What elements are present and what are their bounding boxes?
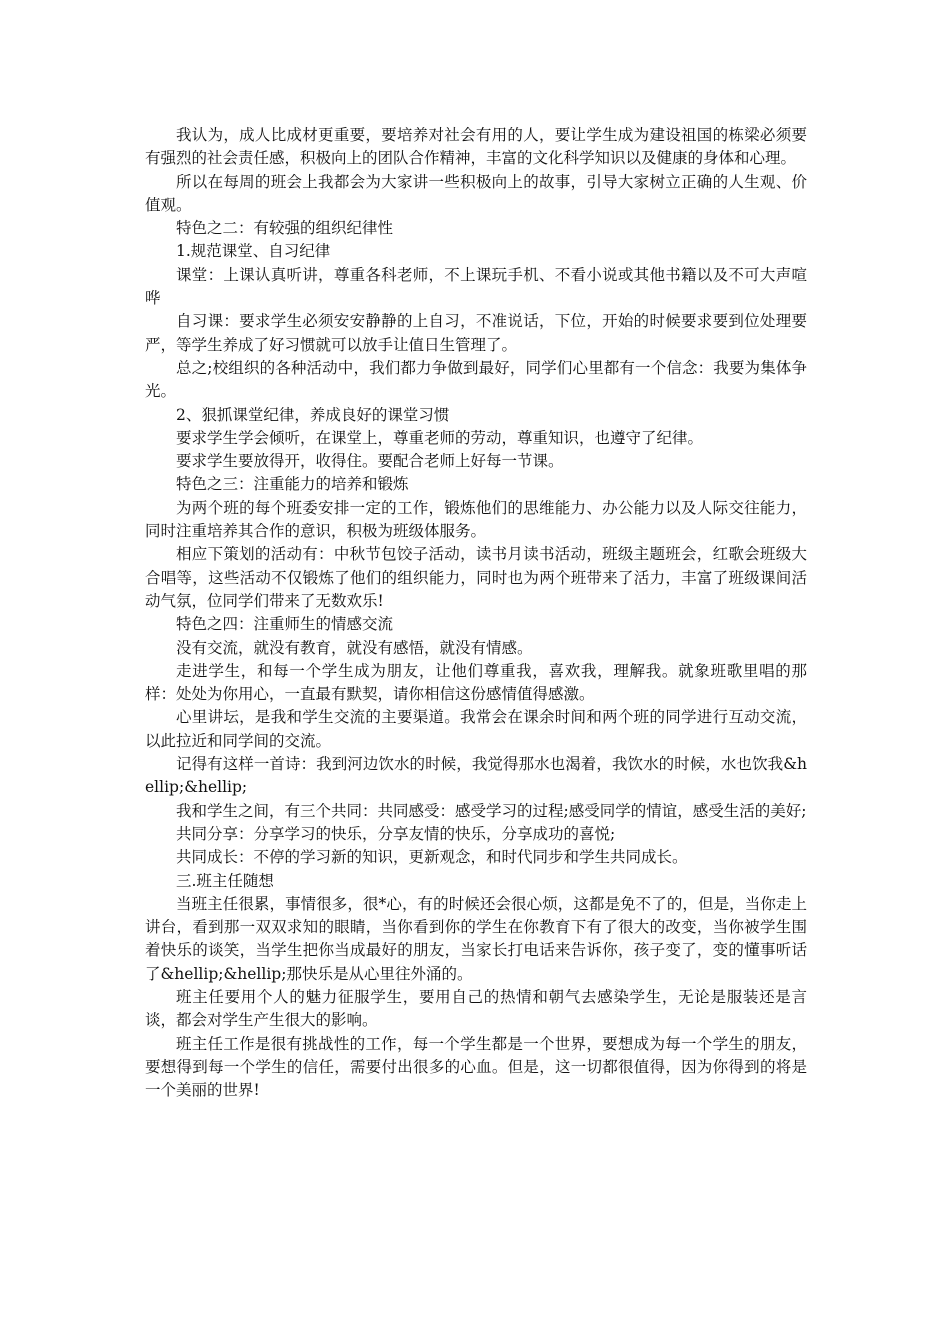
paragraph: 要求学生学会倾听，在课堂上，尊重老师的劳动，尊重知识，也遵守了纪律。 [176, 428, 704, 447]
paragraph: 我认为，成人比成材更重要，要培养对社会有用的人，要让学生成为建设祖国的栋梁必须要有强烈的社会责任感，积极向上的团队合作精神，丰富的文化科学知识以及健康的身体和心理。 [145, 126, 807, 168]
section-heading: 特色之三：注重能力的培养和锻炼 [176, 475, 409, 494]
paragraph: 相应下策划的活动有：中秋节包饺子活动，读书月读书活动，班级主题班会，红歌会班级大合唱等，这些活动不仅锻炼了他们的组织能力，同时也为两个班带来了活力，丰富了班级课间活动气氛，位同学们带来了无数欢乐! [145, 545, 807, 610]
paragraph: 记得有这样一首诗：我到河边饮水的时候，我觉得那水也渴着，我饮水的时候，水也饮我&hellip;&hellip; [145, 755, 807, 797]
subsection-heading: 2、狠抓课堂纪律，养成良好的课堂习惯 [176, 405, 450, 424]
section-heading: 三.班主任随想 [176, 871, 274, 890]
section-heading: 特色之二：有较强的组织纪律性 [176, 219, 394, 238]
paragraph: 为两个班的每个班委安排一定的工作，锻炼他们的思维能力、办公能力以及人际交往能力，同时注重培养其合作的意识，积极为班级体服务。 [145, 498, 807, 541]
section-heading: 特色之四：注重师生的情感交流 [176, 615, 394, 634]
paragraph: 所以在每周的班会上我都会为大家讲一些积极向上的故事，引导大家树立正确的人生观、价值观。 [145, 172, 807, 214]
subsection-heading: 1.规范课堂、自习纪律 [176, 242, 331, 261]
paragraph: 总之;校组织的各种活动中，我们都力争做到最好，同学们心里都有一个信念：我要为集体争光。 [145, 358, 807, 401]
paragraph: 共同分享：分享学习的快乐，分享友情的快乐，分享成功的喜悦; [176, 824, 616, 843]
paragraph: 课堂：上课认真听讲，尊重各科老师，不上课玩手机、不看小说或其他书籍以及不可大声喧哗 [145, 265, 807, 308]
paragraph: 我和学生之间，有三个共同：共同感受：感受学习的过程;感受同学的情谊，感受生活的美好; [176, 801, 807, 820]
paragraph: 自习课：要求学生必须安安静静的上自习，不准说话，下位，开始的时候要求要到位处理要严，等学生养成了好习惯就可以放手让值日生管理了。 [145, 312, 807, 354]
paragraph: 班主任要用个人的魅力征服学生，要用自己的热情和朝气去感染学生，无论是服装还是言谈，都会对学生产生很大的影响。 [145, 987, 807, 1030]
paragraph: 心里讲坛，是我和学生交流的主要渠道。我常会在课余时间和两个班的同学进行互动交流，以此拉近和同学间的交流。 [145, 708, 807, 750]
document-page [145, 124, 807, 1102]
paragraph: 要求学生要放得开，收得住。要配合老师上好每一节课。 [176, 452, 564, 471]
paragraph: 班主任工作是很有挑战性的工作，每一个学生都是一个世界，要想成为每一个学生的朋友，要想得到每一个学生的信任，需要付出很多的心血。但是，这一切都很值得，因为你得到的将是一个美丽的世界! [145, 1034, 807, 1100]
paragraph: 没有交流，就没有教育，就没有感悟，就没有情感。 [176, 638, 533, 657]
paragraph: 共同成长：不停的学习新的知识，更新观念，和时代同步和学生共同成长。 [176, 848, 688, 867]
paragraph: 走进学生，和每一个学生成为朋友，让他们尊重我，喜欢我，理解我。就象班歌里唱的那样：处处为你用心，一直最有默契，请你相信这份感情值得感激。 [145, 661, 807, 704]
paragraph: 当班主任很累，事情很多，很*心，有的时候还会很心烦，这都是免不了的，但是，当你走上讲台，看到那一双双求知的眼睛，当你看到你的学生在你教育下有了很大的改变，当你被学生围着快乐的谈笑，当学生把你当成最好的朋友，当家长打电话来告诉你，孩子变了，变的懂事听话了&hellip;&hellip;那快乐是从心里往外涌的。 [145, 894, 807, 983]
